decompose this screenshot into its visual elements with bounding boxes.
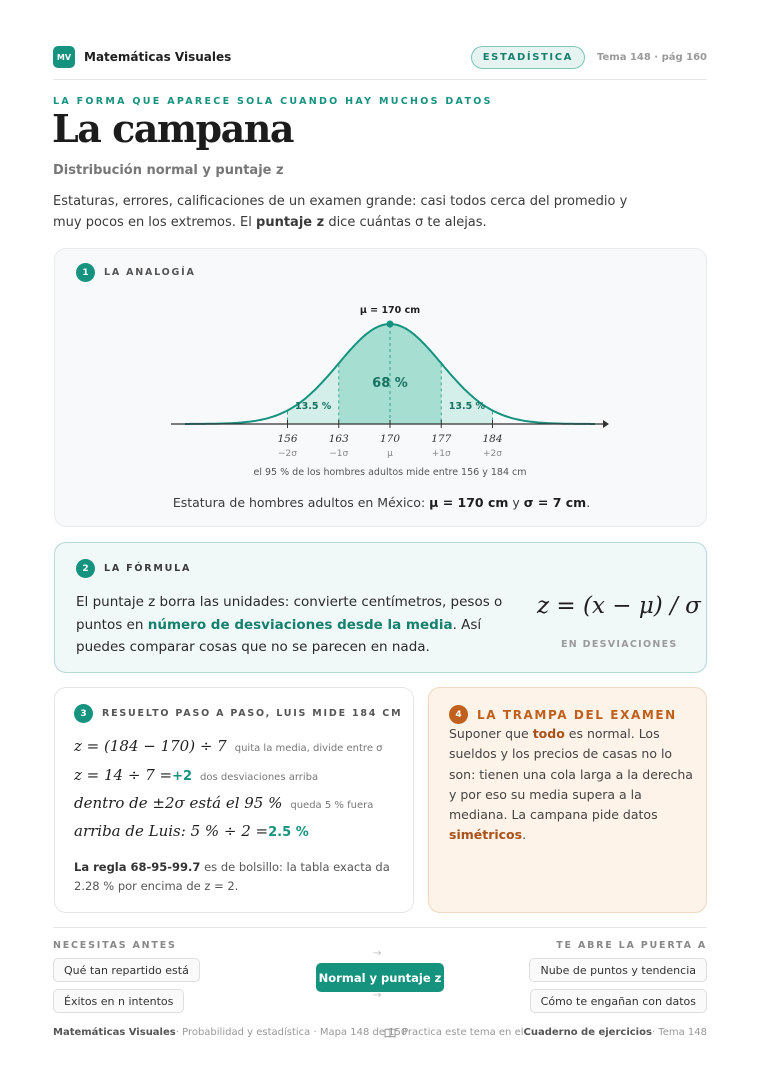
tick-sigma-label: −2σ [278, 449, 297, 459]
exam-trap-card [428, 687, 707, 913]
section-label: LA TRAMPA DEL EXAMEN [477, 707, 677, 722]
rule-name: La regla 68-95-99.7 [74, 860, 201, 874]
worked-example-card [54, 687, 414, 913]
formula-text-end: . Así puedes comparar cosas que no se parecen en nada. [76, 616, 482, 655]
tick-sigma-label: +1σ [431, 449, 451, 459]
section-number: 1 [76, 263, 95, 282]
trap-text-part: es normal. Los sueldos y los precios de casas no lo son: tienen una cola larga a la derecha y por eso su media supera a la mediana. La campana pide datos [449, 726, 693, 823]
footer-left [53, 1027, 407, 1038]
divider [53, 927, 707, 928]
arrow-icon: → [373, 948, 382, 959]
prerequisite-link[interactable]: Qué tan repartido está [53, 958, 200, 982]
step-row [74, 794, 373, 812]
intro-paragraph [53, 191, 653, 233]
workbook-link[interactable]: Cuaderno de ejercicios [523, 1027, 652, 1038]
intro-text: Estaturas, errores, calificaciones de un examen grande: casi todos cerca del promedio y muy pocos en los extremos. El [53, 194, 628, 230]
book-icon [384, 1028, 396, 1038]
step-result: 2.5 % [268, 825, 309, 840]
section-number: 2 [76, 559, 95, 578]
tick-sigma-label: μ [387, 449, 393, 459]
eyebrow: LA FORMA QUE APARECE SOLA CUANDO HAY MUCHOS DATOS [53, 96, 493, 107]
caption-sd: σ = 7 cm [523, 495, 587, 510]
step-equation: z = 14 ÷ 7 = [74, 766, 173, 784]
tick-label: 163 [328, 433, 349, 445]
header [53, 44, 707, 70]
tick-label: 170 [379, 433, 401, 445]
footer-right [384, 1027, 707, 1038]
next-topic-link[interactable]: Cómo te engañan con datos [530, 989, 707, 1013]
tick-sigma-label: −1σ [329, 449, 349, 459]
section-label: RESUELTO PASO A PASO, LUIS MIDE 184 CM [102, 708, 403, 719]
intro-text-end: dice cuántas σ te alejas. [324, 215, 487, 230]
analogy-card [54, 248, 707, 527]
arrow-icon: → [373, 990, 382, 1001]
formula-card [54, 542, 707, 673]
rule-note [74, 858, 399, 896]
formula-text: El puntaje z borra las unidades: convierte centímetros, pesos o puntos en [76, 594, 503, 633]
bell-curve-chart [55, 249, 708, 489]
footer-meta: · Probabilidad y estadística · Mapa 148 de 150 [175, 1027, 408, 1038]
formula-highlight: número de desviaciones desde la media [147, 616, 453, 633]
caption-text: y [508, 495, 524, 510]
prerequisites-label: NECESITAS ANTES [53, 940, 177, 951]
section-number: 3 [74, 704, 93, 723]
tick-label: 184 [482, 433, 503, 445]
step-note: queda 5 % fuera [290, 800, 374, 811]
step-equation: z = (184 − 170) ÷ 7 [74, 737, 227, 755]
category-badge[interactable]: ESTADÍSTICA [471, 46, 585, 69]
region-label: 68 % [372, 376, 408, 391]
tick-label: 156 [277, 433, 298, 445]
divider [53, 79, 707, 80]
caption-text: Estatura de hombres adultos en México: [172, 495, 430, 510]
practice-topic: · Tema 148 [651, 1027, 707, 1038]
section-label: LA FÓRMULA [104, 563, 192, 574]
page-title: La campana [52, 106, 293, 151]
trap-highlight: todo [532, 726, 565, 741]
rule-text: es de bolsillo: la tabla exacta da 2.28 % por encima de z = 2. [74, 860, 390, 893]
footer-brand[interactable]: Matemáticas Visuales [53, 1027, 176, 1038]
analogy-caption [55, 495, 708, 510]
axis-arrow-icon [603, 420, 609, 428]
logo[interactable]: MV [53, 46, 75, 68]
page-subtitle: Distribución normal y puntaje z [53, 163, 284, 178]
trap-text-part: . [522, 827, 527, 843]
current-topic-button[interactable]: Normal y puntaje z [316, 963, 444, 992]
mean-label: μ = 170 cm [359, 305, 421, 316]
mean-point [387, 321, 394, 328]
step-note: dos desviaciones arriba [200, 772, 319, 783]
trap-text [449, 724, 694, 846]
formula-explanation [76, 591, 516, 659]
chart-annotation: el 95 % de los hombres adultos mide entre 156 y 184 cm [253, 467, 527, 478]
next-topics-label: TE ABRE LA PUERTA A [556, 940, 707, 951]
brand-name[interactable]: Matemáticas Visuales [84, 50, 232, 64]
section-label: LA ANALOGÍA [104, 267, 196, 278]
formula-caption: EN DESVIACIONES [561, 639, 678, 650]
step-equation: dentro de ±2σ está el 95 % [74, 794, 283, 812]
step-equation: arriba de Luis: 5 % ÷ 2 = [74, 822, 269, 840]
step-row [74, 766, 318, 784]
step-note: quita la media, divide entre σ [234, 743, 383, 754]
z-score-formula: z = (x − μ) / σ [537, 593, 701, 619]
step-row [74, 737, 383, 755]
region-label: 13.5 % [294, 401, 332, 412]
trap-highlight: simétricos [449, 827, 523, 843]
step-row [74, 822, 309, 840]
tick-label: 177 [431, 433, 452, 445]
tick-sigma-label: +2σ [483, 449, 502, 459]
caption-text: . [586, 495, 591, 510]
intro-bold: puntaje z [256, 215, 325, 230]
trap-text-part: Suponer que [449, 726, 533, 741]
practice-text: Practica este tema en el [402, 1027, 524, 1038]
region-label: 13.5 % [448, 401, 486, 412]
caption-mean: μ = 170 cm [429, 495, 509, 510]
section-number: 4 [449, 705, 468, 724]
prerequisite-link[interactable]: Éxitos en n intentos [53, 989, 184, 1013]
topic-page-indicator: Tema 148 · pág 160 [597, 51, 707, 63]
step-result: +2 [172, 769, 193, 784]
next-topic-link[interactable]: Nube de puntos y tendencia [529, 958, 707, 982]
